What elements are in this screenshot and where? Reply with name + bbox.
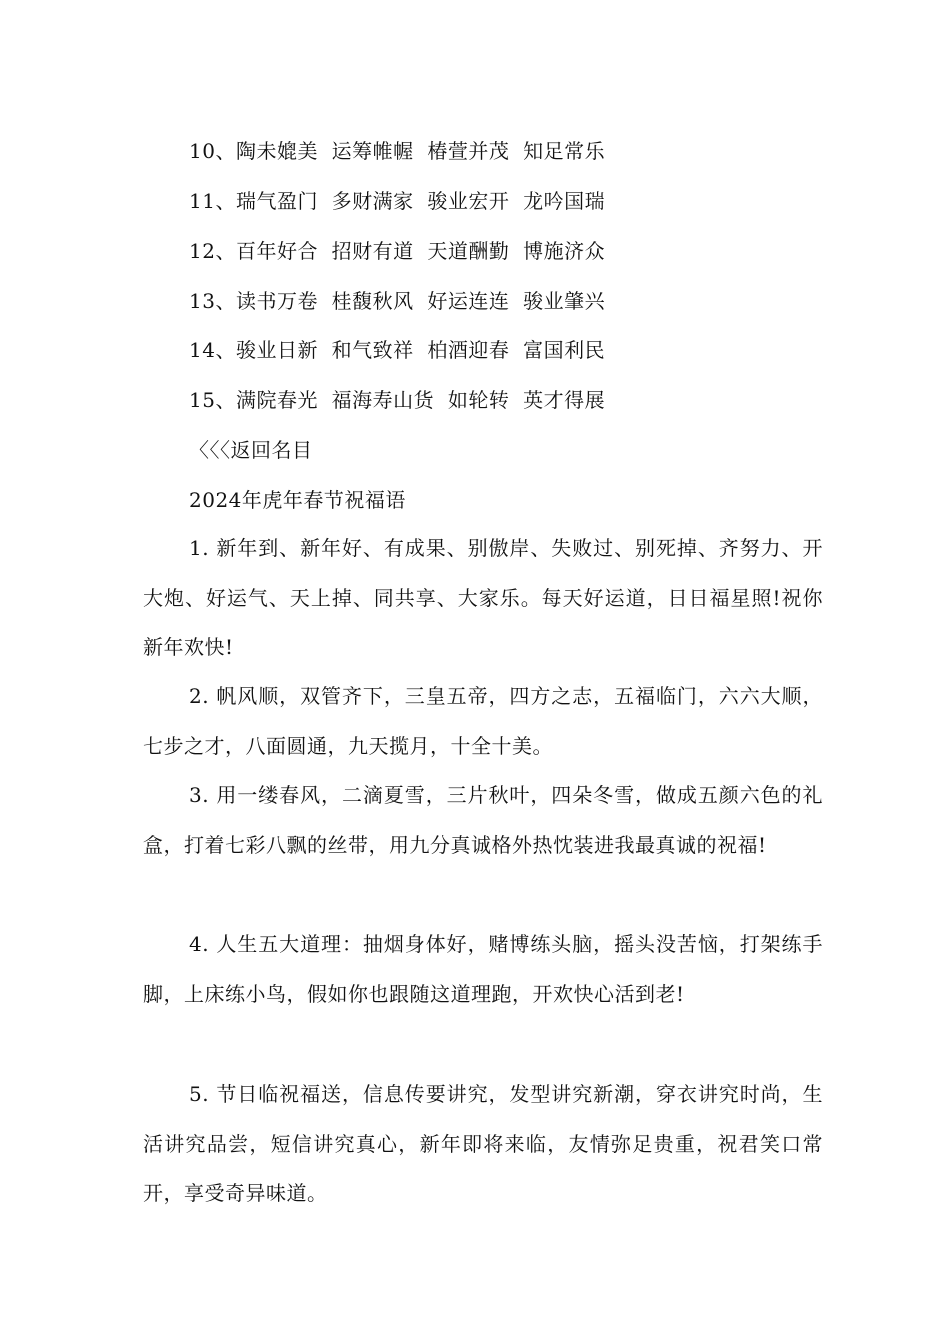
paragraph: 3. 用一缕春风，二滴夏雪，三片秋叶，四朵冬雪，做成五颜六色的礼盒，打着七彩八飘的丝带，用九分真诚格外热忱装进我最真诚的祝福! bbox=[143, 783, 823, 857]
list-item: 11、瑞气盈门 多财满家 骏业宏开 龙吟国瑞 bbox=[189, 189, 606, 213]
list-item: 14、骏业日新 和气致祥 柏酒迎春 富国利民 bbox=[189, 338, 606, 362]
paragraph: 4. 人生五大道理：抽烟身体好，赌博练头脑，摇头没苦恼，打架练手脚，上床练小鸟，假如你也跟随这道理跑，开欢快心活到老! bbox=[143, 932, 823, 1006]
list-item: 15、满院春光 福海寿山货 如轮转 英才得展 bbox=[189, 388, 606, 412]
paragraph: 5. 节日临祝福送，信息传要讲究，发型讲究新潮，穿衣讲究时尚，生活讲究品尝，短信讲究真心，新年即将来临，友情弥足贵重，祝君笑口常开，享受奇异味道。 bbox=[143, 1082, 823, 1205]
paragraph: 2. 帆风顺，双管齐下，三皇五帝，四方之志，五福临门，六六大顺，七步之才，八面圆通，九天揽月，十全十美。 bbox=[143, 684, 823, 758]
list-item: 13、读书万卷 桂馥秋风 好运连连 骏业肇兴 bbox=[189, 289, 606, 313]
section-title: 2024年虎年春节祝福语 bbox=[189, 488, 406, 512]
list-item: 10、陶未媲美 运筹帷幄 椿萱并茂 知足常乐 bbox=[189, 139, 606, 163]
back-link[interactable]: 〈〈〈返回名目 bbox=[189, 438, 313, 462]
list-item: 12、百年好合 招财有道 天道酬勤 博施济众 bbox=[189, 239, 606, 263]
paragraph: 1. 新年到、新年好、有成果、别傲岸、失败过、别死掉、齐努力、开大炮、好运气、天上掉、同共享、大家乐。每天好运道，日日福星照!祝你新年欢快! bbox=[143, 536, 823, 659]
